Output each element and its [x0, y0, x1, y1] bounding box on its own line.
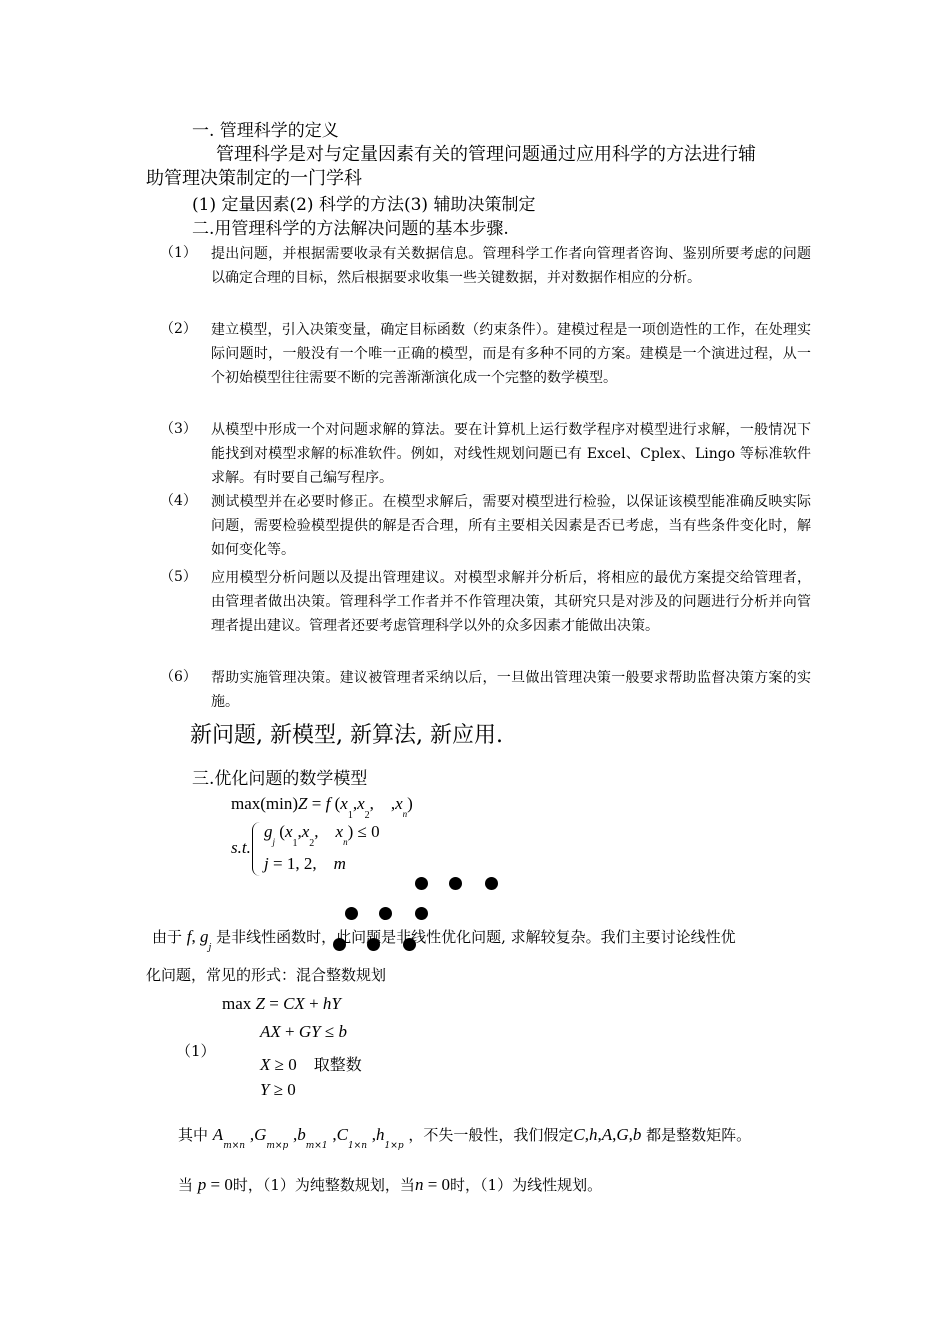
step-text: 应用模型分析问题以及提出管理建议。对模型求解并分析后，将相应的最优方案提交给管理者，由管理者做出决策。管理科学工作者并不作管理决策，其研究只是对涉及的问题进行分析并向管理者提出建议。管理者还要考虑管理科学以外的众多因素才能做出决策。: [211, 570, 811, 634]
ellipsis-dot: [415, 907, 428, 920]
special-case-paragraph: 当 p = 0时，（1）为纯整数规划，当n = 0时，（1）为线性规划。: [178, 1175, 603, 1194]
nonlinear-paragraph-line1: 由于 f, $g_j$ 是非线性函数时，此问题是非线性优化问题, 求解较复杂。我们主要讨论线性优: [152, 927, 736, 953]
mip-constraint3: Y ≥ 0: [260, 1080, 296, 1099]
dimension-paragraph: 其中 $A_{m\times n}$ $,G_{m\times p}$ $,b_{m\times 1}$ $,C_{1\times n}$ $,h_{1\times p}$ ，不失一般性，我们假定C,h,A,G,b 都是整数矩阵。: [178, 1125, 752, 1151]
mip-constraint1: AX + GY ≤ b: [260, 1022, 347, 1041]
ellipsis-dot: [379, 907, 392, 920]
step-text: 测试模型并在必要时修正。在模型求解后，需要对模型进行检验，以保证该模型能准确反映实际问题，需要检验模型提供的解是否合理，所有主要相关因素是否已考虑，当有些条件变化时，解如何变化等。: [211, 494, 811, 558]
step-number: （6）: [160, 669, 197, 685]
constraint-index: j = 1, 2, m: [264, 854, 346, 873]
slogan: 新问题, 新模型, 新算法, 新应用.: [190, 723, 503, 748]
ellipsis-dot: [485, 877, 498, 890]
section1-heading: 一. 管理科学的定义: [192, 121, 339, 141]
keypoints: (1) 定量因素(2) 科学的方法(3) 辅助决策制定: [192, 195, 536, 215]
step-number: （4）: [160, 493, 197, 509]
constraint-brace: [252, 822, 261, 876]
objective-function: max(min)Z = f ($x_1,x_2$, $,x_n$): [231, 794, 413, 821]
definition-line2: 助管理决策制定的一门学科: [146, 168, 362, 189]
mip-objective: max Z = CX + hY: [222, 994, 341, 1013]
constraint-inequality: $g_j$ ($x_1,x_2$, $x_n) \le 0$: [264, 822, 380, 849]
step-number: （3）: [160, 421, 197, 437]
section3-heading: 三.优化问题的数学模型: [192, 769, 368, 789]
ellipsis-dot: [449, 877, 462, 890]
nonlinear-paragraph-line2: 化问题，常见的形式：混合整数规划: [146, 966, 387, 984]
section2-heading: 二.用管理科学的方法解决问题的基本步骤.: [192, 219, 509, 239]
mip-label: （1）: [176, 1042, 216, 1060]
step-text: 建立模型，引入决策变量，确定目标函数（约束条件）。建模过程是一项创造性的工作，在处理实际问题时，一般没有一个唯一正确的模型，而是有多种不同的方案。建模是一个演进过程，从一个初始模型往往需要不断的完善渐渐演化成一个完整的数学模型。: [211, 322, 811, 386]
step-text: 提出问题，并根据需要收录有关数据信息。管理科学工作者向管理者咨询、鉴别所要考虑的问题以确定合理的目标，然后根据要求收集一些关键数据，并对数据作相应的分析。: [211, 246, 811, 286]
step-number: （2）: [160, 321, 197, 337]
ellipsis-dot: [345, 907, 358, 920]
mip-constraint2: X ≥ 0 取整数: [260, 1055, 362, 1074]
definition-line1: 管理科学是对与定量因素有关的管理问题通过应用科学的方法进行辅: [216, 144, 756, 165]
ellipsis-dot: [415, 877, 428, 890]
step-text: 从模型中形成一个对问题求解的算法。要在计算机上运行数学程序对模型进行求解，一般情况下能找到对模型求解的标准软件。例如，对线性规划问题已有 Excel、Cplex、Lingo 等标准软件求解。有时要自己编写程序。: [211, 422, 811, 486]
st-label: s.t.: [231, 838, 251, 857]
step-number: （1）: [160, 245, 197, 261]
step-text: 帮助实施管理决策。建议被管理者采纳以后，一旦做出管理决策一般要求帮助监督决策方案的实施。: [211, 670, 811, 710]
step-number: （5）: [160, 569, 197, 585]
